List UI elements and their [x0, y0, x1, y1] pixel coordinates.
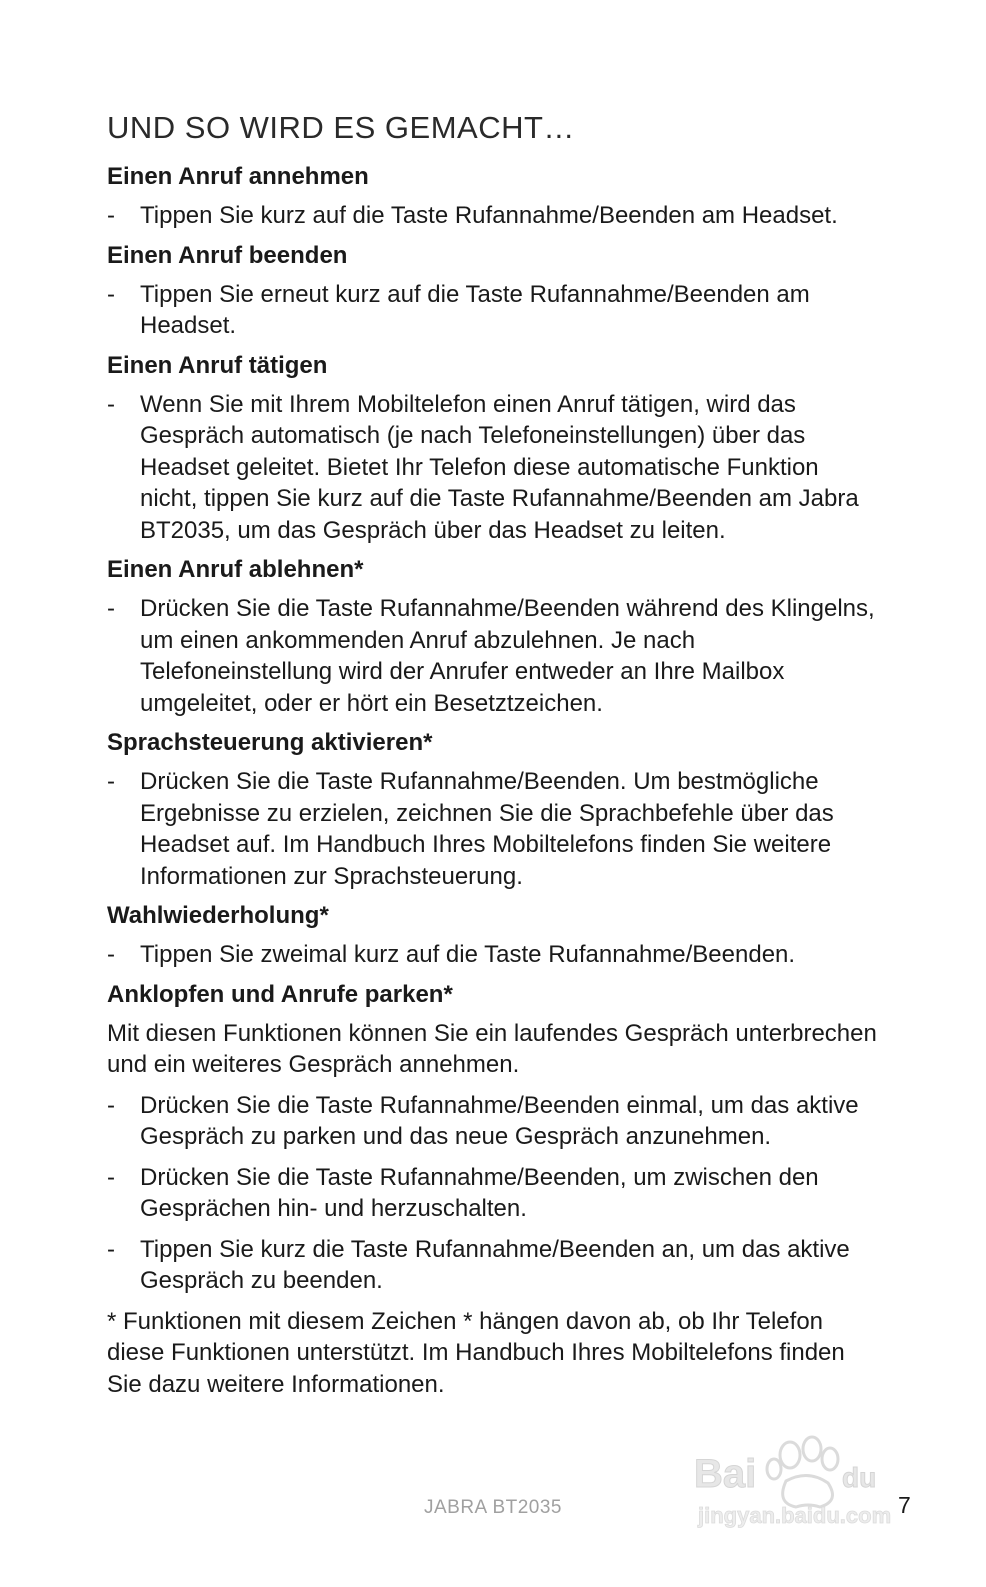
page-number: 7	[898, 1492, 911, 1518]
page-title: UND SO WIRD ES GEMACHT…	[107, 110, 575, 145]
baidu-watermark-logo	[690, 1425, 920, 1535]
list-item	[107, 279, 877, 342]
list-dash: -	[107, 280, 115, 308]
list-dash: -	[107, 1091, 115, 1119]
section-title-anruf-beenden: Einen Anruf beenden	[107, 241, 348, 269]
svg-text:du: du	[842, 1462, 877, 1493]
section-intro: Mit diesen Funktionen können Sie ein laufendes Gespräch unterbrechen und ein weiteres Gespräch annehmen.	[107, 1019, 877, 1078]
section-title-anruf-annehmen: Einen Anruf annehmen	[107, 163, 369, 190]
section-title-anruf-taetigen: Einen Anruf tätigen	[107, 351, 328, 379]
svg-text:jingyan.baidu.com: jingyan.baidu.com	[698, 1503, 892, 1528]
list-item-text: Tippen Sie kurz auf die Taste Rufannahme/Beenden am Headset.	[140, 202, 838, 229]
list-item	[107, 939, 877, 971]
page-content	[107, 108, 877, 1409]
list-dash: -	[107, 1235, 115, 1263]
section-title-anklopfen: Anklopfen und Anrufe parken*	[107, 980, 453, 1008]
list-item	[107, 1090, 877, 1153]
list-item	[107, 766, 877, 892]
list-item	[107, 389, 877, 547]
list-item-text: Drücken Sie die Taste Rufannahme/Beenden während des Klingelns, um einen ankommenden Anruf abzulehnen. Je nach Telefoneinstellung wird der Anrufer entweder an Ihre Mailbox umgeleitet, oder er hört ein Besetztzeichen.	[140, 595, 875, 717]
list-dash: -	[107, 390, 115, 418]
list-item-text: Tippen Sie kurz die Taste Rufannahme/Beenden an, um das aktive Gespräch zu beenden.	[140, 1235, 850, 1294]
list-dash: -	[107, 595, 115, 622]
section-title-anruf-ablehnen: Einen Anruf ablehnen*	[107, 556, 364, 583]
list-dash: -	[107, 941, 115, 968]
footer-product-name: JABRA BT2035	[423, 1497, 563, 1518]
list-item-text: Drücken Sie die Taste Rufannahme/Beenden. Um bestmögliche Ergebnisse zu erzielen, zeichnen Sie die Sprachbefehle über das Headset auf. Im Handbuch Ihres Mobiltelefons finden Sie weitere Informationen zur Sprachsteuerung.	[140, 768, 834, 890]
footnote: * Funktionen mit diesem Zeichen * hängen davon ab, ob Ihr Telefon diese Funktionen unterstützt. Im Handbuch Ihres Mobiltelefons finden Sie dazu weitere Informationen.	[107, 1307, 845, 1398]
list-item	[107, 1162, 877, 1225]
list-item-text: Tippen Sie zweimal kurz auf die Taste Rufannahme/Beenden.	[140, 941, 796, 968]
list-item-text: Drücken Sie die Taste Rufannahme/Beenden einmal, um das aktive Gespräch zu parken und das neue Gespräch anzunehmen.	[140, 1091, 859, 1150]
svg-text:Bai: Bai	[694, 1452, 757, 1496]
list-item	[107, 1234, 877, 1297]
section-title-sprachsteuerung: Sprachsteuerung aktivieren*	[107, 729, 433, 756]
list-item-text: Wenn Sie mit Ihrem Mobiltelefon einen Anruf tätigen, wird das Gespräch automatisch (je nach Telefoneinstellungen) über das Headset geleitet. Bietet Ihr Telefon diese automatische Funktion nicht, tippen Sie kurz auf die Taste Rufannahme/Beenden am Jabra BT2035, um das Gespräch über das Headset zu leiten.	[140, 390, 859, 544]
list-item	[107, 200, 877, 232]
list-item-text: Tippen Sie erneut kurz auf die Taste Rufannahme/Beenden am Headset.	[140, 280, 810, 339]
list-item-text: Drücken Sie die Taste Rufannahme/Beenden, um zwischen den Gesprächen hin- und herzuschalten.	[140, 1163, 819, 1222]
list-item	[107, 593, 877, 719]
section-title-wahlwiederholung: Wahlwiederholung*	[107, 902, 329, 929]
list-dash: -	[107, 768, 115, 795]
list-dash: -	[107, 1163, 115, 1191]
list-dash: -	[107, 202, 115, 229]
